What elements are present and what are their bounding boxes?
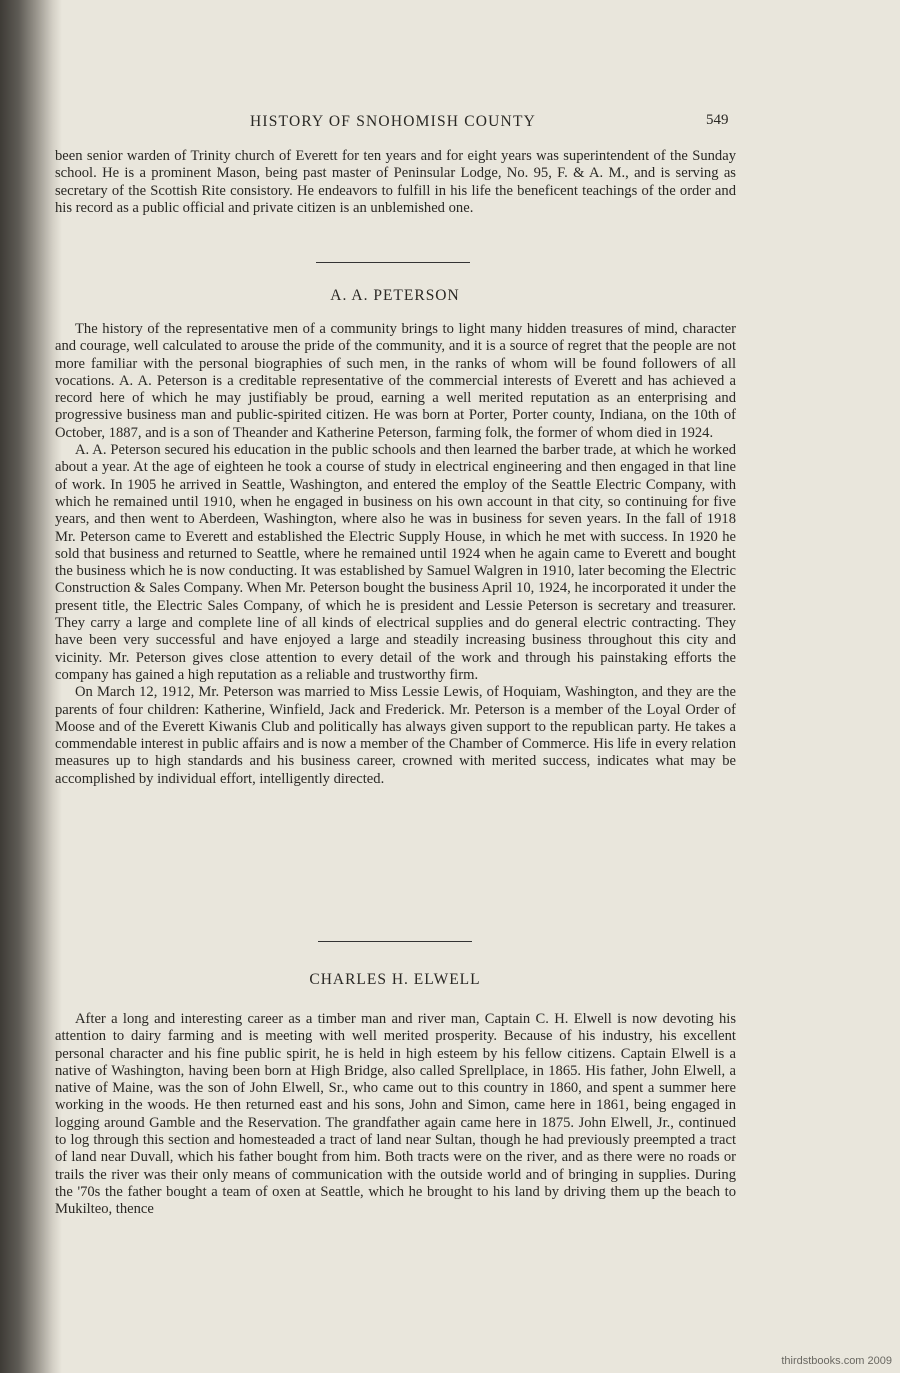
intro-continuation xyxy=(55,148,736,217)
section-divider xyxy=(316,262,470,263)
intro-paragraph: been senior warden of Trinity church of Everett for ten years and for eight years was superintendent of the Sunday school. He is a prominent Mason, being past master of Peninsular Lodge, No. 95, F. & A. M., and is serving as secretary of the Scottish Rite consistory. He endeavors to fulfill in his life the beneficent teachings of the order and his record as a public official and private citizen is an unblemished one. xyxy=(55,148,736,216)
peterson-paragraph-1: The history of the representative men of a community brings to light many hidden treasures of mind, character and courage, well calculated to arouse the pride of the community, and it is a source of regret that the people are not more familiar with the personal biographies of such men, in the ranks of whom will be found followers of all vocations. A. A. Peterson is a creditable representative of the commercial interests of Everett and has achieved a record here of which he may justifiably be proud, earning a well merited reputation as an enterprising and progressive business man and public-spirited citizen. He was born at Porter, Porter county, Indiana, on the 10th of October, 1887, and is a son of Theander and Katherine Peterson, farming folk, the former of whom died in 1924. xyxy=(55,321,736,441)
heading-elwell: CHARLES H. ELWELL xyxy=(309,971,481,988)
section-divider xyxy=(318,941,472,942)
running-header: HISTORY OF SNOHOMISH COUNTY xyxy=(249,113,537,130)
elwell-biography xyxy=(55,1011,736,1219)
heading-peterson: A. A. PETERSON xyxy=(330,287,460,304)
peterson-paragraph-2: A. A. Peterson secured his education in the public schools and then learned the barber trade, at which he worked about a year. At the age of eighteen he took a course of study in electrical engineering and then engaged in that line of work. In 1905 he arrived in Seattle, Washington, and entered the employ of the Seattle Electric Company, with which he remained until 1910, when he engaged in business on his own account in that city, so continuing for five years, and then went to Aberdeen, Washington, where also he was in business for seven years. In the fall of 1918 Mr. Peterson came to Everett and established the Electric Supply House, in which he met with success. In 1920 he sold that business and returned to Seattle, where he remained until 1924 when he again came to Everett and bought the business which he is now conducting. It was established by Samuel Walgren in 1910, later becoming the Electric Construction & Sales Company. When Mr. Peterson bought the business April 10, 1924, he incorporated it under the present title, the Electric Sales Company, of which he is president and Lessie Peterson is secretary and treasurer. They carry a large and complete line of all kinds of electrical supplies and do general electric contracting. They have been very successful and have enjoyed a large and steadily increasing business throughout this city and vicinity. Mr. Peterson gives close attention to every detail of the work and through his painstaking efforts the company has gained a high reputation as a reliable and trustworthy firm. xyxy=(55,442,736,683)
peterson-biography xyxy=(55,321,736,788)
watermark: thirdstbooks.com 2009 xyxy=(781,1355,892,1367)
peterson-paragraph-3: On March 12, 1912, Mr. Peterson was married to Miss Lessie Lewis, of Hoquiam, Washington, and they are the parents of four children: Katherine, Winfield, Jack and Frederick. Mr. Peterson is a member of the Loyal Order of Moose and of the Everett Kiwanis Club and politically has always given support to the republican party. He takes a commendable interest in public affairs and is now a member of the Chamber of Commerce. His life in every relation measures up to high standards and his business career, crowned with merited success, indicates what may be accomplished by individual effort, intelligently directed. xyxy=(55,684,736,787)
page-number: 549 xyxy=(706,112,729,128)
elwell-paragraph-1: After a long and interesting career as a timber man and river man, Captain C. H. Elwell is now devoting his attention to dairy farming and is meeting with well merited prosperity. Because of his industry, his excellent personal character and his fine public spirit, he is held in high esteem by his fellow citizens. Captain Elwell is a native of Washington, having been born at High Bridge, also called Sprellplace, in 1865. His father, John Elwell, a native of Maine, was the son of John Elwell, Sr., who came out to this country in 1860, and spent a summer here working in the woods. He then returned east and his sons, John and Simon, came here in 1861, being engaged in logging around Gamble and the Reservation. The grandfather again came here in 1875. John Elwell, Jr., continued to log through this section and homesteaded a tract of land near Sultan, though he had previously preempted a tract of land near Duvall, which his father bought from him. Both tracts were on the river, and as there were no roads or trails the river was their only means of communication with the outside world and of bringing in supplies. During the '70s the father bought a team of oxen at Seattle, which he brought to his land by driving them up the beach to Mukilteo, thence xyxy=(55,1011,736,1218)
